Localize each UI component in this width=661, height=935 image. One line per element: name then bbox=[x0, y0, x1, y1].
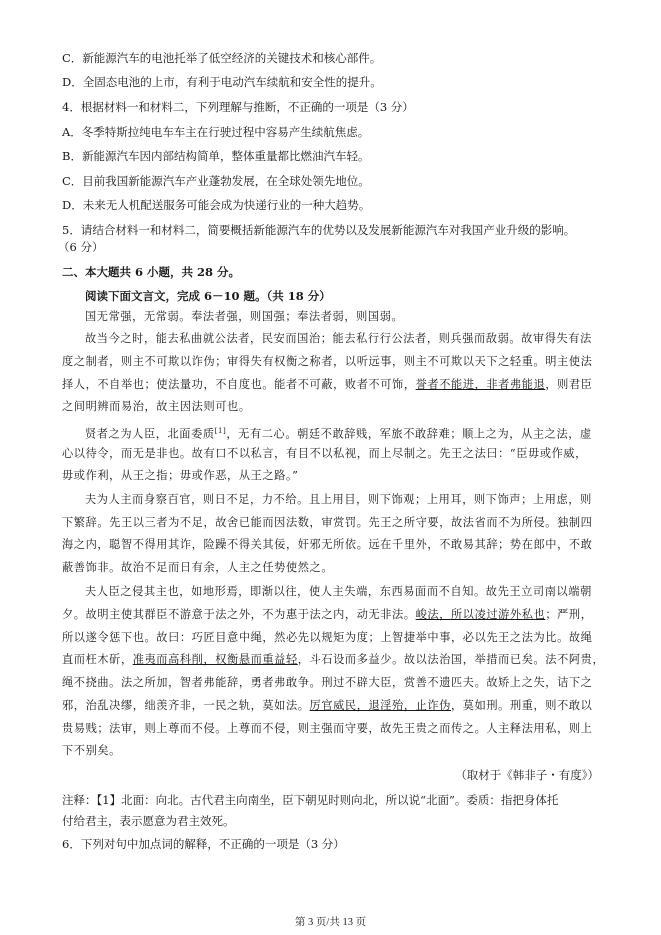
passage-line-19: 贵易贱；法审，则上尊而不侵。上尊而不侵，则主强而守要，故先王贵之而传之。人主释法用私，则上 bbox=[62, 722, 593, 735]
passage-text: 贤者之为人臣，北面委质 bbox=[85, 427, 215, 441]
passage-line-3: 度之制者，则主不可欺以诈伪；审得失有权衡之称者，以听远事，则主不可欺以天下之轻重。明主使法 bbox=[62, 355, 593, 368]
passage-text: 邪，治乱决缪，绌羡齐非，一民之轨，莫如法。 bbox=[62, 699, 310, 712]
passage-line-4 bbox=[62, 377, 592, 393]
passage-line-10: 下繁辞。先王以三者为不足，故舍已能而因法数，审赏罚。先王之所守要，故法省而不为所侵。独制四 bbox=[62, 516, 593, 529]
q4-option-a: A．冬季特斯拉纯电车车主在行驶过程中容易产生续航焦虑。 bbox=[62, 125, 370, 139]
footnote-marker: [1] bbox=[214, 427, 227, 435]
passage-line-20: 下不别矣。 bbox=[62, 744, 121, 757]
section-2-instruction: 阅读下面文言文，完成 6－10 题。（共 18 分） bbox=[85, 289, 331, 303]
passage-line-12: 蔽善饰非。故治不足而日有余，人主之任势使然之。 bbox=[62, 561, 334, 574]
q4-option-d: D．未来无人机配送服务可能会成为快递行业的一种大趋势。 bbox=[62, 198, 371, 212]
passage-line-16 bbox=[62, 652, 604, 668]
section-2-title: 二、本大题共 6 小题，共 28 分。 bbox=[62, 265, 241, 279]
q3-option-c: C．新能源汽车的电池托举了低空经济的关键技术和核心部件。 bbox=[62, 51, 382, 65]
q6-stem: 6．下列对句中加点词的解释，不正确的一项是（3 分） bbox=[62, 837, 345, 851]
q3-option-d: D．全固态电池的上市，有利于电动汽车续航和安全性的提升。 bbox=[62, 75, 382, 89]
passage-line-6 bbox=[85, 423, 592, 443]
underlined-sentence-3: 准夷而高科削，权衡悬而重益轻 bbox=[132, 653, 298, 666]
passage-line-17: 绳不挠曲。法之所加，智者弗能辞，勇者弗敢争。刑过不辟大臣，赏善不遗匹夫。故矫上之失，诘下之 bbox=[62, 676, 593, 689]
passage-line-7: 心以待令，而无是非也。故有口不以私言，有目不以私视，而上尽制之。先王之法曰：“臣毋或作威， bbox=[62, 447, 587, 460]
passage-text: 直而枉木斫， bbox=[62, 653, 133, 666]
underlined-sentence-4: 厉官威民，退淫殆，止诈伪 bbox=[309, 699, 451, 712]
passage-line-18 bbox=[62, 698, 592, 714]
passage-line-14 bbox=[62, 607, 592, 623]
q4-stem: 4．根据材料一和材料二，下列理解与推断，不正确的一项是（3 分） bbox=[62, 100, 414, 114]
underlined-sentence-1: 誉者不能进，非者弗能退 bbox=[415, 378, 546, 391]
passage-text: 择人，不自举也；使法量功，不自度也。能者不可蔽，败者不可饰， bbox=[62, 378, 416, 391]
underlined-sentence-2a: 峻法 bbox=[415, 608, 440, 621]
passage-line-11: 海之内，聪智不得用其诈，险躁不得关其佞，奸邪无所依。远在千里外，不敢易其辞；势在郎中，不敢 bbox=[62, 538, 593, 551]
page-number: 第 3 页/共 13 页 bbox=[294, 917, 367, 928]
passage-source: （取材于《韩非子・有度》） bbox=[455, 768, 599, 782]
annotation-line-2: 付给君主，表示愿意为君主效死。 bbox=[62, 814, 235, 828]
q4-option-b: B．新能源汽车因内部结构简单，整体重量都比燃油汽车轻。 bbox=[62, 149, 370, 163]
q5-score: （6 分） bbox=[58, 240, 104, 254]
passage-text: ，无有二心。朝廷不敢辞贱，军旅不敢辞难；顺上之为，从主之法，虚 bbox=[226, 427, 592, 441]
annotation-line-1: 注释：【1】北面：向北。古代君主向南坐，臣下朝见时则向北，所以说“北面”。委质：指把身体托 bbox=[62, 793, 559, 807]
passage-line-9: 夫为人主而身察百官，则日不足，力不给。且上用目，则下饰观；上用耳，则下饰声；上用虑，则 bbox=[85, 493, 592, 506]
passage-text: ，则君臣 bbox=[545, 378, 593, 391]
passage-text: 夕。故明主使其群臣不游意于法之外，不为惠于法之内，动无非法。 bbox=[62, 608, 416, 621]
passage-line-5: 之间明辨而易治，故主因法则可也。 bbox=[62, 400, 251, 413]
underlined-comma: ， bbox=[439, 608, 452, 621]
passage-text: ，斗石设而多益少。故以法治国，举措而已矣。法不阿贵， bbox=[297, 653, 605, 666]
passage-line-2: 故当今之时，能去私曲就公法者，民安而国治；能去私行行公法者，则兵强而敌弱。故审得失有法 bbox=[85, 332, 592, 345]
underlined-sentence-2b: 所以凌过游外私也 bbox=[451, 608, 546, 621]
passage-line-15: 所以遂令惩下也。故曰：巧匠目意中绳，然必先以规矩为度；上智捷举中事，必以先王之法为比。故绳 bbox=[62, 631, 593, 644]
passage-line-8: 毋或作利，从王之指；毋或作恶，从王之路。” bbox=[62, 469, 299, 482]
passage-line-1: 国无常强，无常弱。奉法者强，则国强；奉法者弱，则国弱。 bbox=[85, 310, 404, 323]
passage-text: ，莫如刑。刑重，则不敢以 bbox=[451, 699, 593, 712]
passage-text: ；严刑， bbox=[545, 608, 593, 621]
q4-option-c: C．目前我国新能源汽车产业蓬勃发展，在全球处领先地位。 bbox=[62, 174, 370, 188]
passage-line-13: 夫人臣之侵其主也，如地形焉，即渐以往，使人主失端，东西易面而不自知。故先王立司南以端朝 bbox=[85, 585, 592, 598]
q5-stem: 5．请结合材料一和材料二，简要概括新能源汽车的优势以及发展新能源汽车对我国产业升级的影响。 bbox=[62, 223, 576, 237]
